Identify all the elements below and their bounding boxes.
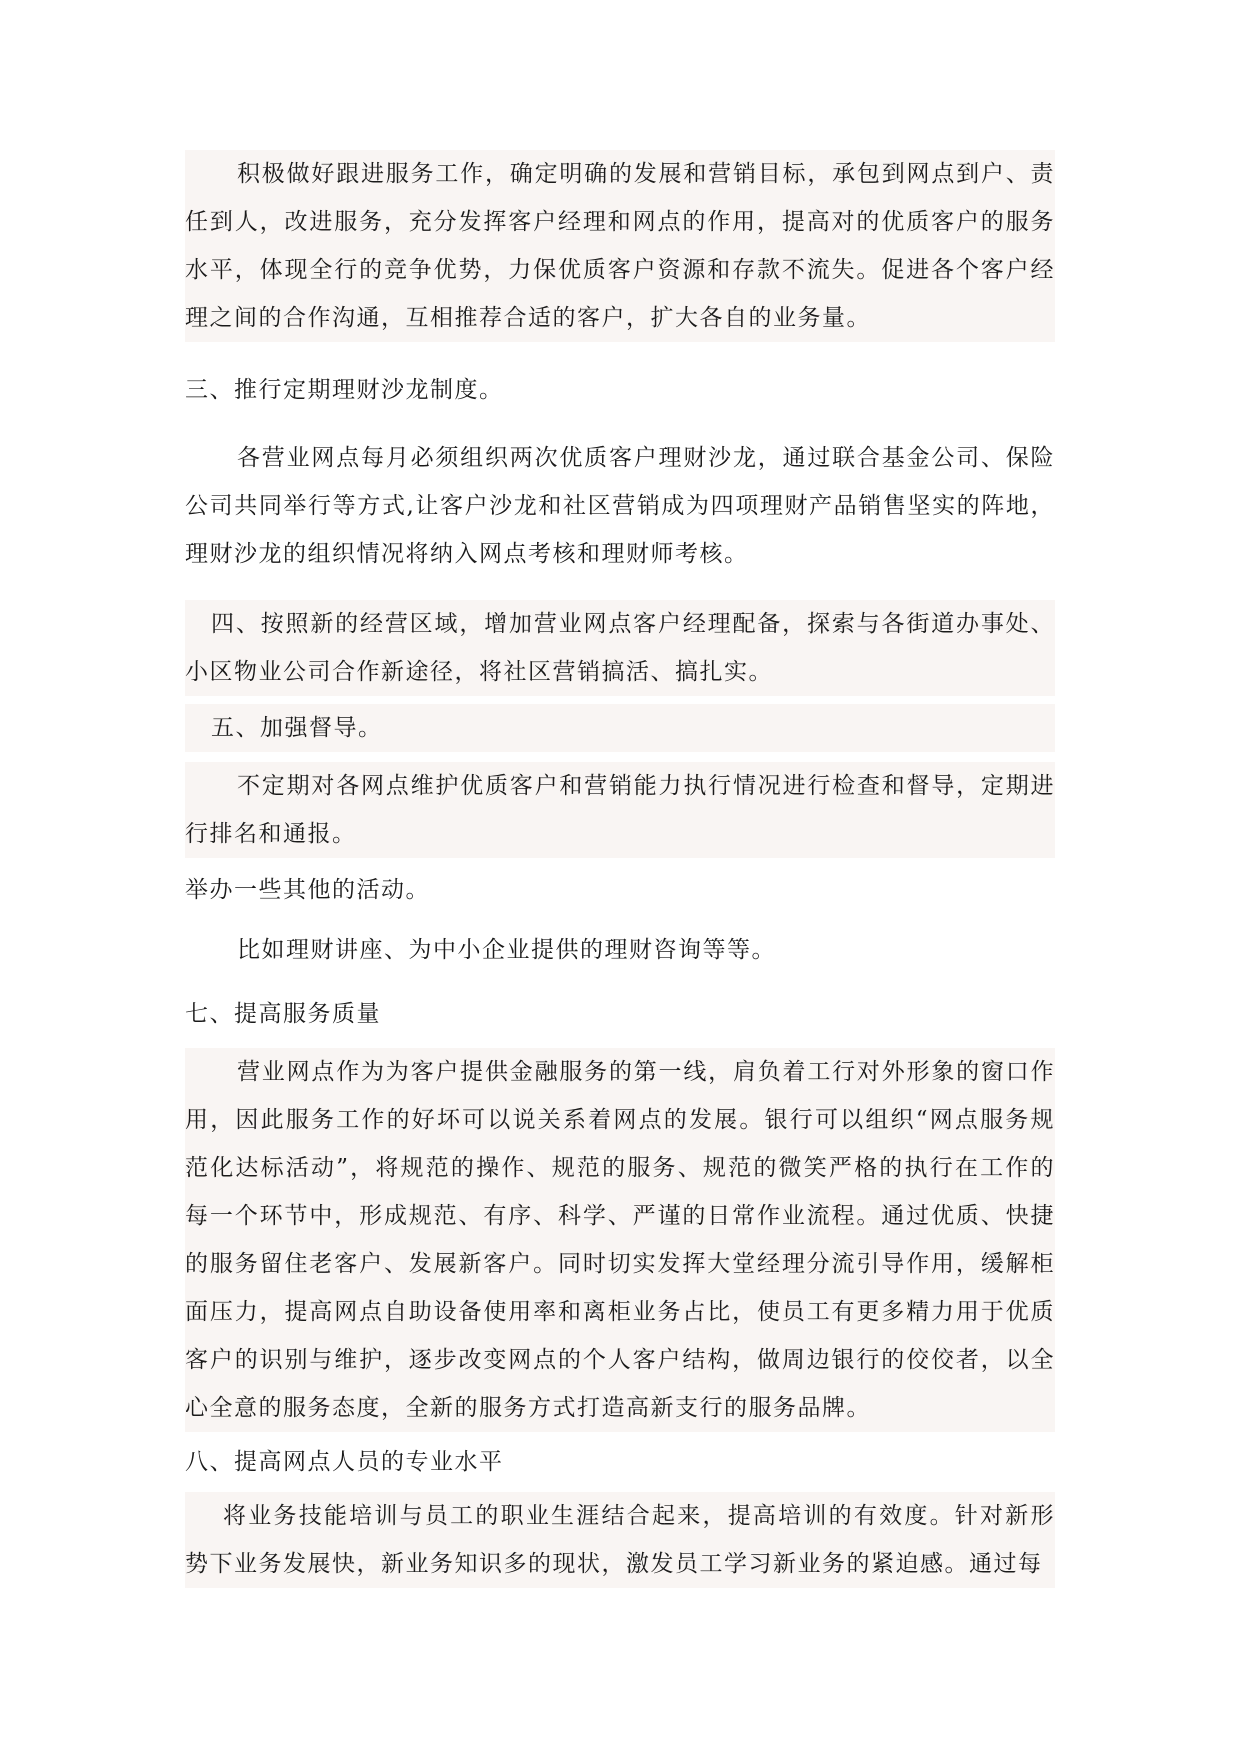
paragraph-professional-level: 将业务技能培训与员工的职业生涯结合起来，提高培训的有效度。针对新形势下业务发展快，新业务知识多的现状，激发员工学习新业务的紧迫感。通过每 bbox=[185, 1492, 1055, 1588]
heading-service-quality: 七、提高服务质量 bbox=[185, 1001, 381, 1027]
heading-supervision: 五、加强督导。 bbox=[185, 704, 1055, 752]
paragraph-service-quality: 营业网点作为为客户提供金融服务的第一线，肩负着工行对外形象的窗口作用，因此服务工作的好坏可以说关系着网点的发展。银行可以组织“网点服务规范化达标活动”，将规范的操作、规范的服务、规范的微笑严格的执行在工作的每一个环节中，形成规范、有序、科学、严谨的日常作业流程。通过优质、快捷的服务留住老客户、发展新客户。同时切实发挥大堂经理分流引导作用，缓解柜面压力，提高网点自助设备使用率和离柜业务占比，使员工有更多精力用于优质客户的识别与维护，逐步改变网点的个人客户结构，做周边银行的佼佼者，以全心全意的服务态度，全新的服务方式打造高新支行的服务品牌。 bbox=[185, 1048, 1055, 1432]
paragraph-wealth-salon: 各营业网点每月必须组织两次优质客户理财沙龙，通过联合基金公司、保险公司共同举行等方式,让客户沙龙和社区营销成为四项理财产品销售坚实的阵地，理财沙龙的组织情况将纳入网点考核和理财师考核。 bbox=[185, 445, 1055, 567]
heading-professional-level: 八、提高网点人员的专业水平 bbox=[185, 1449, 504, 1475]
heading-wealth-salon: 三、推行定期理财沙龙制度。 bbox=[185, 377, 504, 403]
paragraph-follow-up-service: 积极做好跟进服务工作，确定明确的发展和营销目标，承包到网点到户、责任到人，改进服务，充分发挥客户经理和网点的作用，提高对的优质客户的服务水平，体现全行的竞争优势，力保优质客户资源和存款不流失。促进各个客户经理之间的合作沟通，互相推荐合适的客户，扩大各自的业务量。 bbox=[185, 150, 1055, 342]
paragraph-customer-manager-staffing: 四、按照新的经营区域，增加营业网点客户经理配备，探索与各街道办事处、小区物业公司合作新途径，将社区营销搞活、搞扎实。 bbox=[185, 600, 1055, 696]
paragraph-other-activities: 比如理财讲座、为中小企业提供的理财咨询等等。 bbox=[237, 937, 776, 963]
paragraph-supervision: 不定期对各网点维护优质客户和营销能力执行情况进行检查和督导，定期进行排名和通报。 bbox=[185, 762, 1055, 858]
heading-other-activities: 举办一些其他的活动。 bbox=[185, 877, 430, 903]
